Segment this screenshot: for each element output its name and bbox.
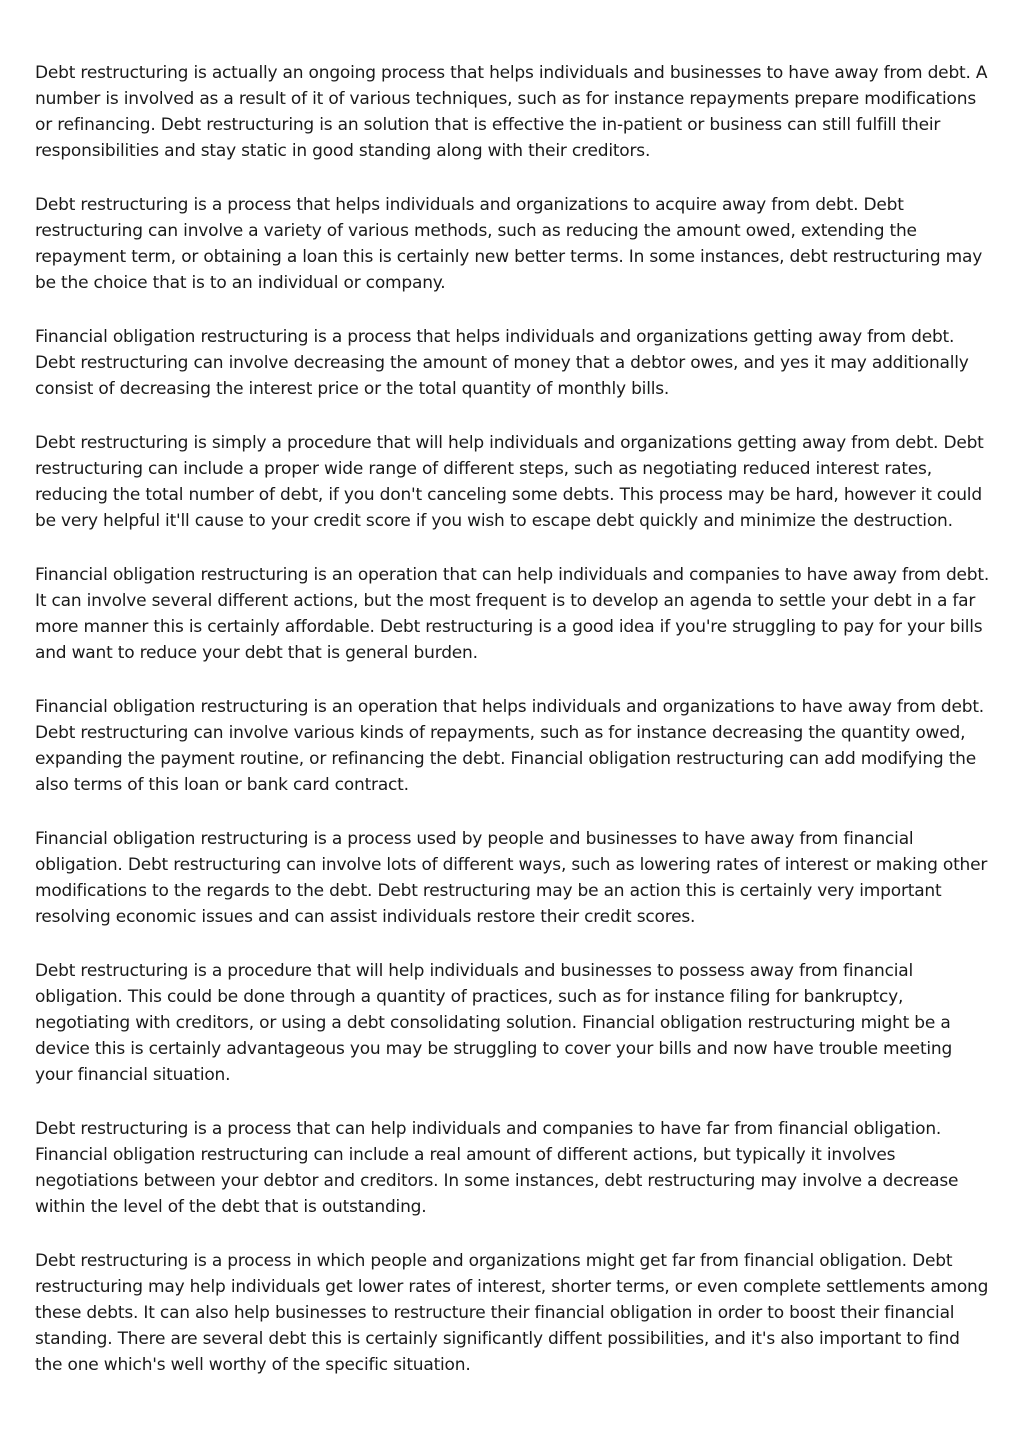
paragraph-5: Financial obligation restructuring is an operation that can help individuals and companies to have away from debt. It can involve several different actions, but the most frequent is to develop an agenda to settle your debt in a far more manner this is certainly affordable. Debt restructuring is a good idea if you're struggling to pay for your bills and want to reduce your debt that is general burden. xyxy=(35,565,990,663)
paragraph-10: Debt restructuring is a process in which people and organizations might get far from financial obligation. Debt restructuring may help individuals get lower rates of interest, shorter terms, or even complete settlements among these debts. It can also help businesses to restructure their financial obligation in order to boost their financial standing. There are several debt this is certainly significantly diffent possibilities, and it's also important to find the one which's well worthy of the specific situation. xyxy=(35,1251,989,1375)
paragraph-6: Financial obligation restructuring is an operation that helps individuals and organizations to have away from debt. Debt restructuring can involve various kinds of repayments, such as for instance decreasing the quantity owed, expanding the payment routine, or refinancing the debt. Financial obligation restructuring can add modifying the also terms of this loan or bank card contract. xyxy=(35,697,985,795)
paragraph-7: Financial obligation restructuring is a process used by people and businesses to have away from financial obligation. Debt restructuring can involve lots of different ways, such as lowering rates of interest or making other modifications to the regards to the debt. Debt restructuring may be an action this is certainly very important resolving economic issues and can assist individuals restore their credit scores. xyxy=(35,829,988,927)
paragraph-1: Debt restructuring is actually an ongoing process that helps individuals and businesses to have away from debt. A number is involved as a result of it of various techniques, such as for instance repayments prepare modifications or refinancing. Debt restructuring is an solution that is effective the in-patient or business can still fulfill their responsibilities and stay static in good standing along with their creditors. xyxy=(35,63,988,161)
paragraph-4: Debt restructuring is simply a procedure that will help individuals and organizations getting away from debt. Debt restructuring can include a proper wide range of different steps, such as negotiating reduced interest rates, reducing the total number of debt, if you don't canceling some debts. This process may be hard, however it could be very helpful it'll cause to your credit score if you wish to escape debt quickly and minimize the destruction. xyxy=(35,433,984,531)
paragraph-8: Debt restructuring is a procedure that will help individuals and businesses to possess away from financial obligation. This could be done through a quantity of practices, such as for instance filing for bankruptcy, negotiating with creditors, or using a debt consolidating solution. Financial obligation restructuring might be a device this is certainly advantageous you may be struggling to cover your bills and now have trouble meeting your financial situation. xyxy=(35,961,953,1085)
document-body xyxy=(35,60,991,1406)
paragraph-9: Debt restructuring is a process that can help individuals and companies to have far from financial obligation. Financial obligation restructuring can include a real amount of different actions, but typically it involves negotiations between your debtor and creditors. In some instances, debt restructuring may involve a decrease within the level of the debt that is outstanding. xyxy=(35,1119,959,1217)
paragraph-3: Financial obligation restructuring is a process that helps individuals and organizations getting away from debt. Debt restructuring can involve decreasing the amount of money that a debtor owes, and yes it may additionally consist of decreasing the interest price or the total quantity of monthly bills. xyxy=(35,327,969,399)
paragraph-2: Debt restructuring is a process that helps individuals and organizations to acquire away from debt. Debt restructuring can involve a variety of various methods, such as reducing the amount owed, extending the repayment term, or obtaining a loan this is certainly new better terms. In some instances, debt restructuring may be the choice that is to an individual or company. xyxy=(35,195,983,293)
